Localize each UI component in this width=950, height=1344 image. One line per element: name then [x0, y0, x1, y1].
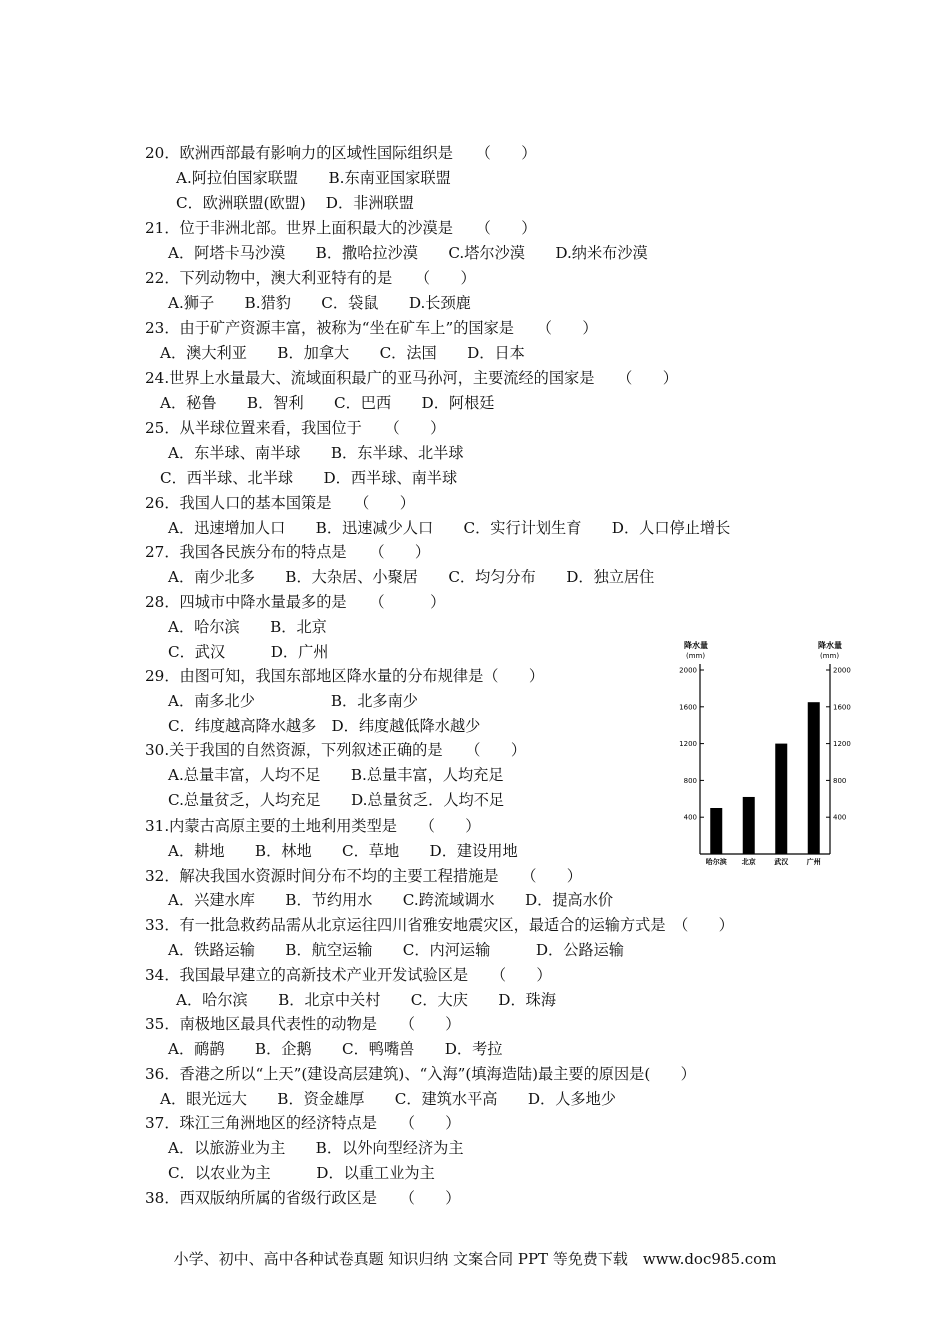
- question-line: 31.内蒙古高原主要的土地利用类型是 （ ）: [145, 817, 481, 835]
- question-line: 27．我国各民族分布的特点是 （ ）: [145, 543, 431, 561]
- option-line: A．南多北少 B．北多南少: [168, 692, 418, 710]
- option-line: C．以农业为主 D．以重工业为主: [168, 1164, 435, 1182]
- precipitation-bar-chart: [668, 632, 886, 880]
- y-axis-title-left: 降水量: [684, 641, 708, 650]
- y-tick-label-left: 2000: [679, 666, 697, 675]
- question-line: 33．有一批急救药品需从北京运往四川省雅安地震灾区，最适合的运输方式是 （ ）: [145, 916, 734, 934]
- question-line: 23．由于矿产资源丰富，被称为“坐在矿车上”的国家是 （ ）: [145, 319, 598, 337]
- option-line: A．哈尔滨 B．北京中关村 C．大庆 D．珠海: [176, 991, 557, 1009]
- option-line: A．耕地 B．林地 C．草地 D．建设用地: [168, 842, 518, 860]
- option-line: A．以旅游业为主 B．以外向型经济为主: [168, 1139, 464, 1157]
- option-line: A．迅速增加人口 B．迅速减少人口 C．实行计划生育 D．人口停止增长: [168, 519, 731, 537]
- y-tick-label-right: 800: [833, 776, 847, 785]
- option-line: C.总量贫乏，人均充足 D.总量贫乏．人均不足: [168, 791, 505, 809]
- question-line: 36．香港之所以“上天”(建设高层建筑)、“入海”(填海造陆)最主要的原因是( ）: [145, 1065, 696, 1083]
- y-tick-label-right: 400: [833, 813, 847, 822]
- y-tick-label-left: 1600: [679, 703, 697, 712]
- page-footer: 小学、初中、高中各种试卷真题 知识归纳 文案合同 PPT 等免费下载 www.doc985.com: [173, 1250, 777, 1268]
- option-line: A.狮子 B.猎豹 C．袋鼠 D.长颈鹿: [168, 294, 471, 312]
- bar-2: [775, 744, 787, 854]
- question-line: 28．四城市中降水量最多的是 （ ）: [145, 593, 446, 611]
- option-line: A．铁路运输 B．航空运输 C．内河运输 D．公路运输: [168, 941, 624, 959]
- y-axis-title-right: 降水量: [818, 641, 842, 650]
- question-line: 35．南极地区最具代表性的动物是 （ ）: [145, 1015, 461, 1033]
- y-tick-label-left: 800: [683, 776, 697, 785]
- x-tick-label: 广州: [806, 858, 821, 866]
- option-line: A．兴建水库 B．节约用水 C.跨流域调水 D．提高水价: [168, 891, 614, 909]
- option-line: A．秘鲁 B．智利 C．巴西 D．阿根廷: [160, 394, 495, 412]
- option-line: A.阿拉伯国家联盟 B.东南亚国家联盟: [176, 169, 451, 187]
- option-line: A．哈尔滨 B．北京: [168, 618, 327, 636]
- question-line: 37．珠江三角洲地区的经济特点是 （ ）: [145, 1114, 461, 1132]
- question-line: 20．欧洲西部最有影响力的区域性国际组织是 （ ）: [145, 144, 537, 162]
- option-line: A．鸸鹋 B．企鹅 C．鸭嘴兽 D．考拉: [168, 1040, 503, 1058]
- question-line: 34．我国最早建立的高新技术产业开发试验区是 （ ）: [145, 966, 552, 984]
- option-line: A．眼光远大 B．资金雄厚 C．建筑水平高 D．人多地少: [160, 1090, 616, 1108]
- option-line: A．阿塔卡马沙漠 B．撒哈拉沙漠 C.塔尔沙漠 D.纳米布沙漠: [168, 244, 648, 262]
- y-tick-label-right: 1200: [833, 740, 851, 749]
- option-line: A．澳大利亚 B．加拿大 C．法国 D．日本: [160, 344, 525, 362]
- y-axis-unit-left: (mm): [686, 652, 706, 660]
- x-tick-label: 北京: [741, 858, 756, 866]
- x-tick-label: 武汉: [774, 858, 789, 866]
- option-line: C．武汉 D．广州: [168, 643, 329, 661]
- question-line: 21．位于非洲北部。世界上面积最大的沙漠是 （ ）: [145, 219, 537, 237]
- option-line: C．西半球、北半球 D．西半球、南半球: [160, 469, 458, 487]
- y-tick-label-right: 2000: [833, 666, 851, 675]
- option-line: A．南少北多 B．大杂居、小聚居 C．均匀分布 D．独立居住: [168, 568, 655, 586]
- option-line: A.总量丰富，人均不足 B.总量丰富，人均充足: [168, 766, 504, 784]
- question-line: 30.关于我国的自然资源，下列叙述正确的是 （ ）: [145, 741, 527, 759]
- x-tick-label: 哈尔滨: [705, 858, 727, 866]
- question-line: 38．西双版纳所属的省级行政区是 （ ）: [145, 1189, 461, 1207]
- y-tick-label-right: 1600: [833, 703, 851, 712]
- question-line: 26．我国人口的基本国策是 （ ）: [145, 494, 415, 512]
- question-line: 32．解决我国水资源时间分布不均的主要工程措施是 （ ）: [145, 867, 582, 885]
- option-line: C．纬度越高降水越多 D．纬度越低降水越少: [168, 717, 481, 735]
- option-line: C．欧洲联盟(欧盟) D．非洲联盟: [176, 194, 414, 212]
- bar-0: [710, 808, 722, 854]
- bar-1: [743, 797, 755, 854]
- y-tick-label-left: 400: [683, 813, 697, 822]
- question-line: 24.世界上水量最大、流域面积最广的亚马孙河，主要流经的国家是 （ ）: [145, 369, 678, 387]
- question-line: 29．由图可知，我国东部地区降水量的分布规律是（ ）: [145, 667, 545, 685]
- question-line: 25．从半球位置来看，我国位于 （ ）: [145, 419, 446, 437]
- question-line: 22．下列动物中，澳大利亚特有的是 （ ）: [145, 269, 476, 287]
- bar-3: [808, 702, 820, 854]
- option-line: A．东半球、南半球 B．东半球、北半球: [168, 444, 464, 462]
- y-tick-label-left: 1200: [679, 740, 697, 749]
- y-axis-unit-right: (mm): [820, 652, 840, 660]
